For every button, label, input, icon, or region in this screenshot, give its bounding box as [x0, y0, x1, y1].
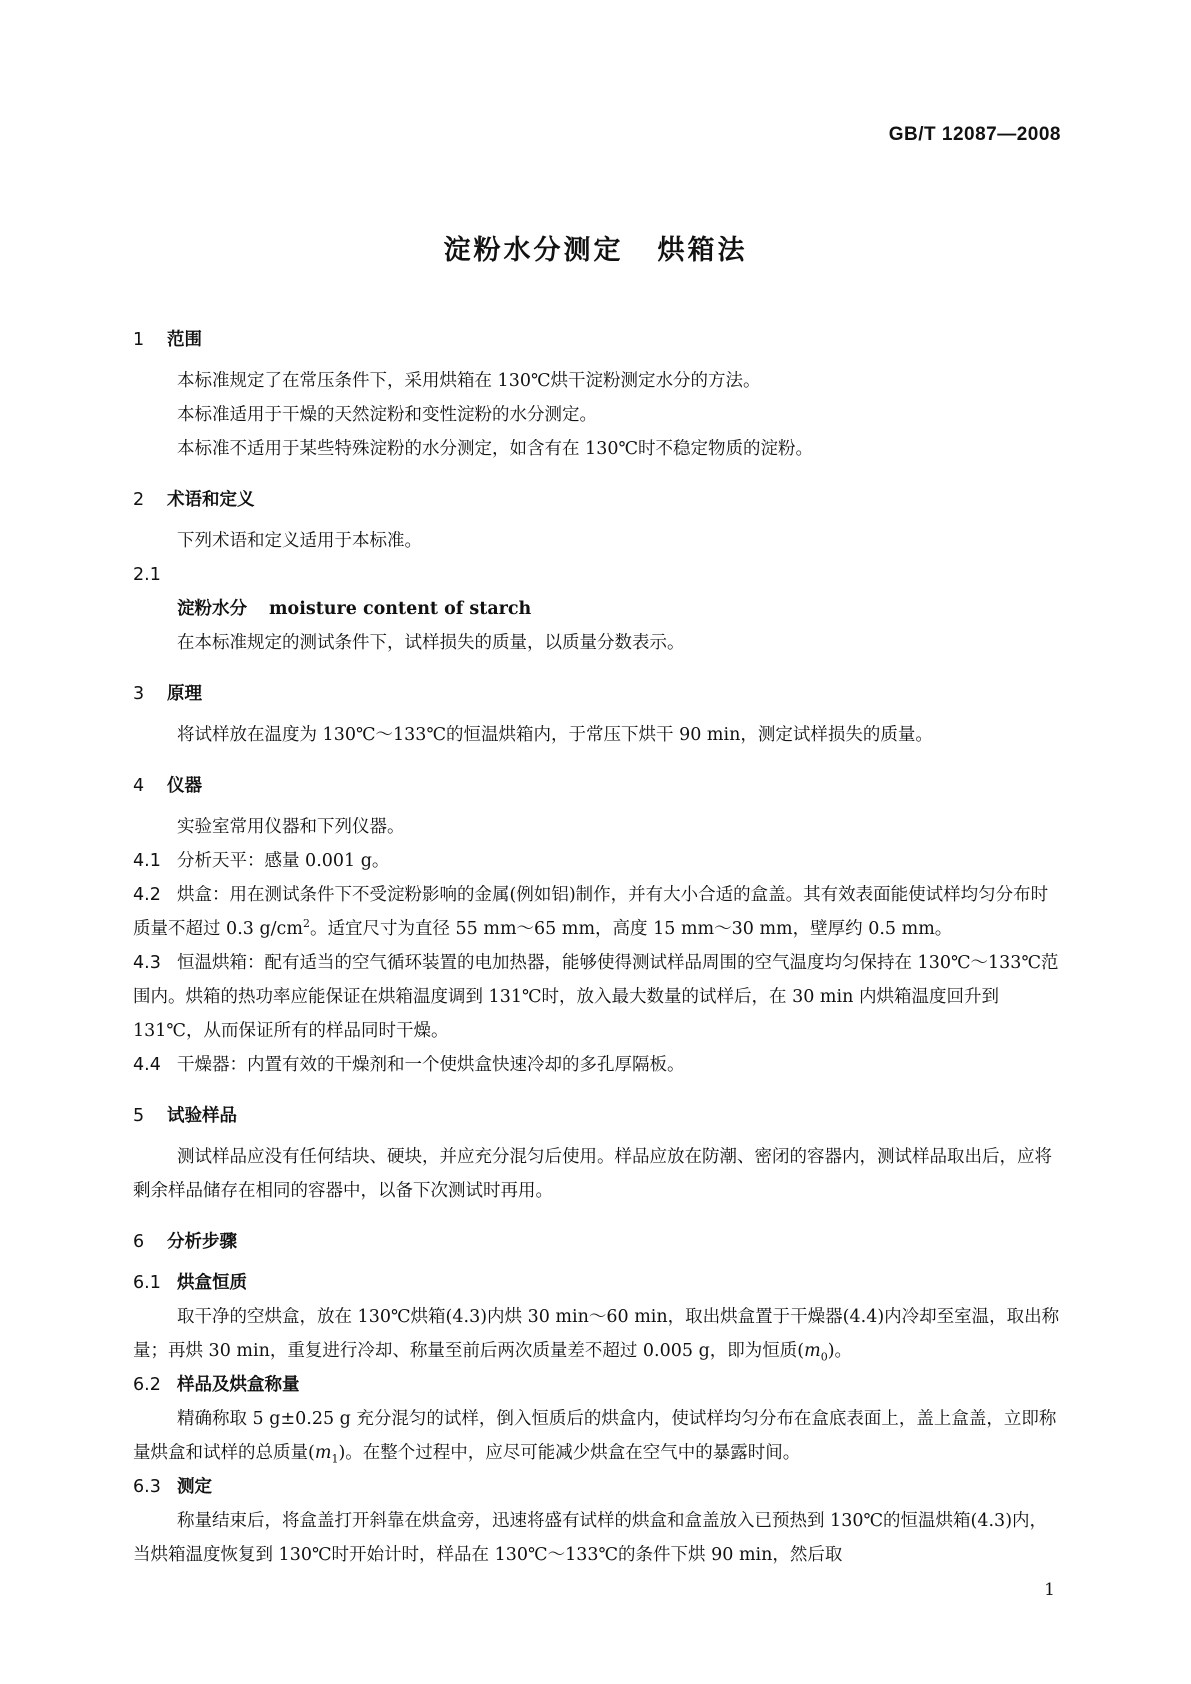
clause-number: 2.1: [133, 565, 161, 585]
title-main: 淀粉水分测定: [443, 235, 624, 266]
paragraph: 本标准适用于干燥的天然淀粉和变性淀粉的水分测定。: [177, 405, 597, 425]
clause-4-3: 4.3 恒温烘箱：配有适当的空气循环装置的电加热器，能够使得测试样品周围的空气温度均匀保持在 130℃～133℃范围内。烘箱的热功率应能保证在烘箱温度调到 131℃时，放入最大数量的试样后，在 30 min 内烘箱温度回升到 131℃，从而保证所有的样品同时干燥。: [133, 953, 1059, 1041]
paragraph: 实验室常用仪器和下列仪器。: [177, 817, 405, 837]
section-6-heading: 6 分析步骤: [133, 1232, 237, 1252]
document-body: [133, 326, 1061, 1572]
term-entry: [133, 592, 1061, 626]
standard-number: GB/T 12087—2008: [888, 124, 1061, 145]
page-number: 1: [1044, 1580, 1055, 1600]
term-english: moisture content of starch: [269, 599, 532, 619]
section-5-heading: 5 试验样品: [133, 1106, 237, 1126]
paragraph: 测试样品应没有任何结块、硬块，并应充分混匀后使用。样品应放在防潮、密闭的容器内，测试样品取出后，应将剩余样品储存在相同的容器中，以备下次测试时再用。: [133, 1147, 1052, 1201]
section-1-heading: 1 范围: [133, 330, 202, 350]
paragraph: 下列术语和定义适用于本标准。: [177, 531, 422, 551]
paragraph: 将试样放在温度为 130℃～133℃的恒温烘箱内，于常压下烘干 90 min，测定试样损失的质量。: [177, 725, 933, 745]
paragraph: 称量结束后，将盒盖打开斜靠在烘盒旁，迅速将盛有试样的烘盒和盒盖放入已预热到 130℃的恒温烘箱(4.3)内，当烘箱温度恢复到 130℃时开始计时，样品在 130℃～133℃的条件下烘 90 min，然后取: [133, 1511, 1048, 1565]
section-4-heading: 4 仪器: [133, 776, 202, 796]
paragraph: 本标准规定了在常压条件下，采用烘箱在 130℃烘干淀粉测定水分的方法。: [177, 371, 761, 391]
paragraph: 本标准不适用于某些特殊淀粉的水分测定，如含有在 130℃时不稳定物质的淀粉。: [177, 439, 814, 459]
clause-4-1: 4.1 分析天平：感量 0.001 g。: [133, 851, 390, 871]
clause-6-1-heading: 6.1 烘盒恒质: [133, 1273, 247, 1293]
section-2-heading: 2 术语和定义: [133, 490, 255, 510]
clause-4-4: 4.4 干燥器：内置有效的干燥剂和一个使烘盒快速冷却的多孔厚隔板。: [133, 1055, 685, 1075]
clause-6-3-heading: 6.3 测定: [133, 1477, 212, 1497]
title-method: 烘箱法: [657, 235, 748, 266]
section-3-heading: 3 原理: [133, 684, 202, 704]
term-chinese: 淀粉水分: [177, 599, 247, 619]
clause-4-2: 4.2 烘盒：用在测试条件下不受淀粉影响的金属(例如铝)制作，并有大小合适的盒盖。其有效表面能使试样均匀分布时质量不超过 0.3 $g/cm^2$。适宜尺寸为直径 55 mm～65 mm，高度 15 mm～30 mm，壁厚约 0.5 mm。: [133, 885, 1049, 939]
paragraph: 精确称取 5 g±0.25 g 充分混匀的试样，倒入恒质后的烘盒内，使试样均匀分布在盒底表面上，盖上盒盖，立即称量烘盒和试样的总质量$(m_1)$。在整个过程中，应尽可能减少烘盒在空气中的暴露时间。: [133, 1409, 1057, 1466]
term-definition: 在本标准规定的测试条件下，试样损失的质量，以质量分数表示。: [177, 633, 685, 653]
document-title: [0, 228, 1191, 267]
clause-6-2-heading: 6.2 样品及烘盒称量: [133, 1375, 300, 1395]
paragraph: 取干净的空烘盒，放在 130℃烘箱(4.3)内烘 30 min～60 min，取出烘盒置于干燥器(4.4)内冷却至室温，取出称量；再烘 30 min，重复进行冷却、称量至前后两次质量差不超过 0.005 g，即为恒质$(m_0)$。: [133, 1307, 1060, 1364]
